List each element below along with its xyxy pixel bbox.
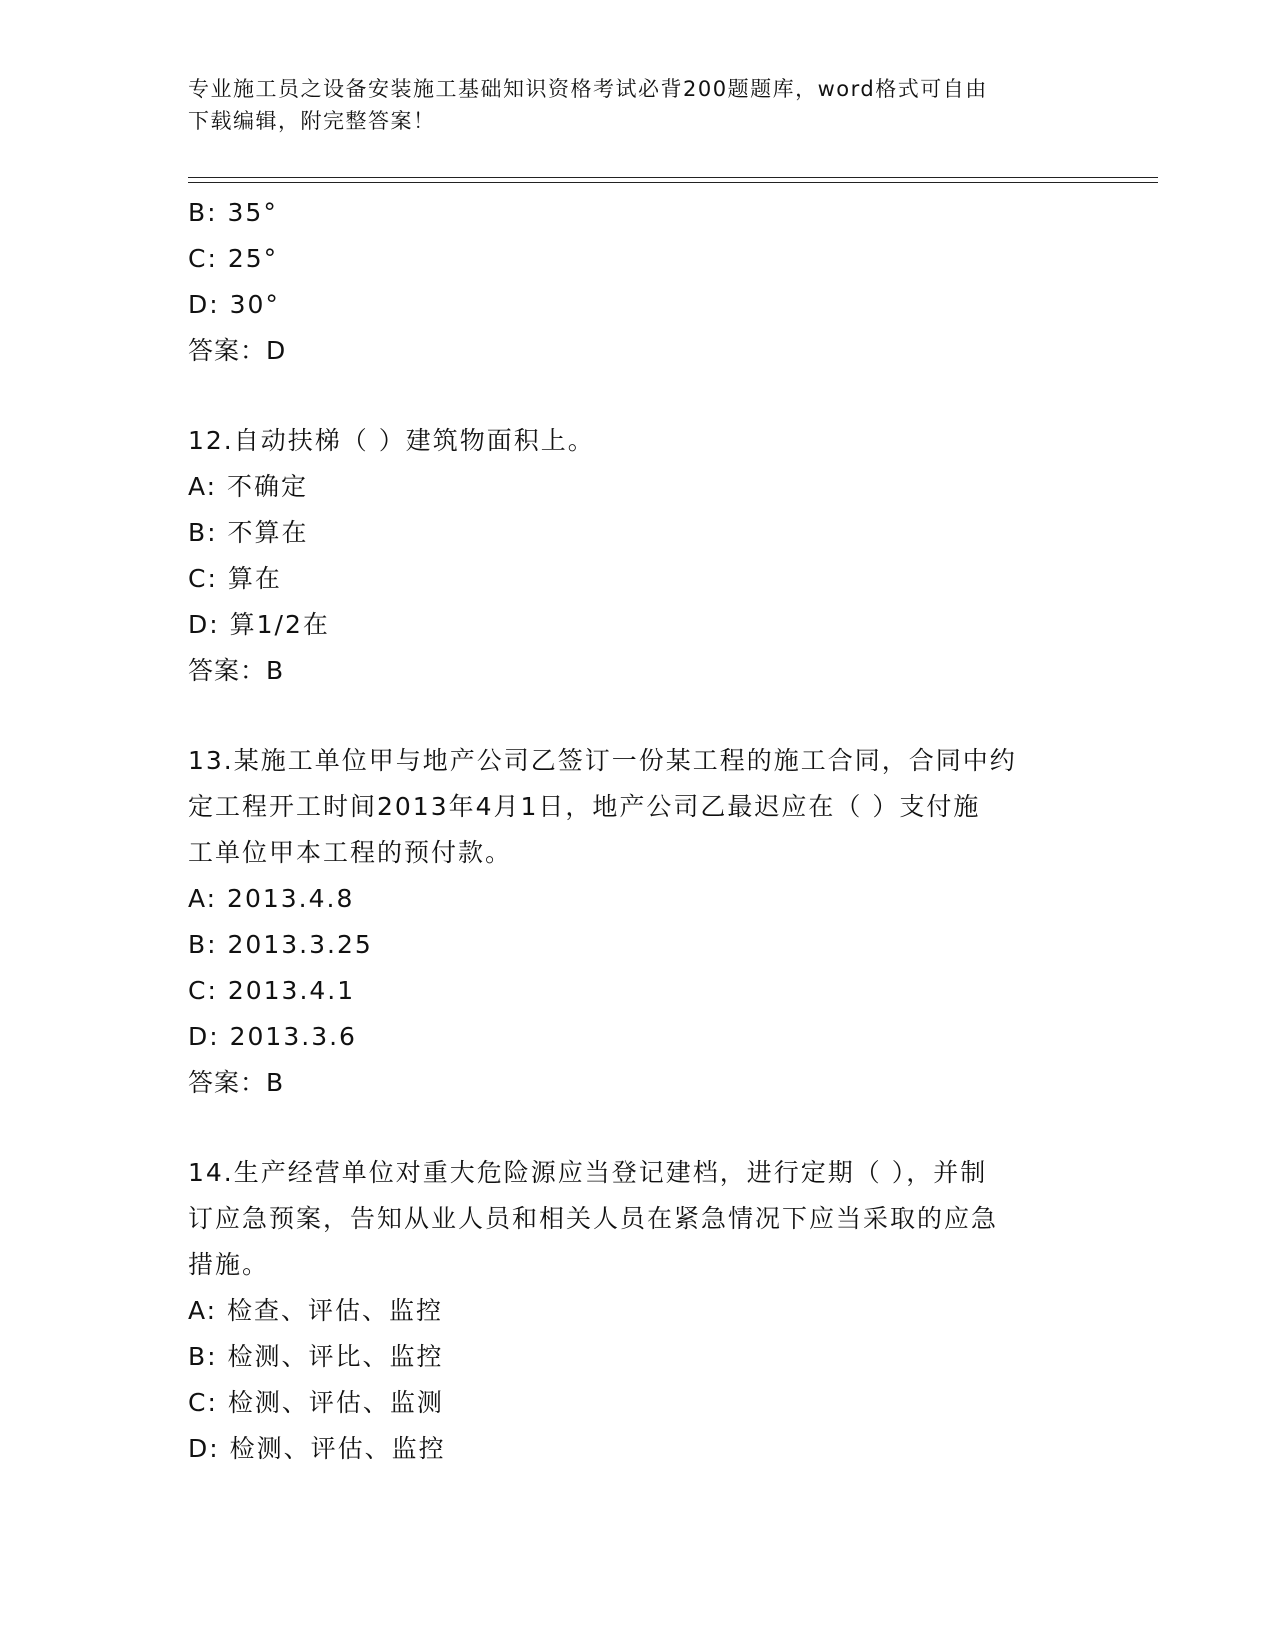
header-divider-top — [188, 177, 1158, 178]
spacer — [188, 1106, 1088, 1150]
question-11 — [188, 190, 1088, 374]
question-text-line-1: 13.某施工单位甲与地产公司乙签订一份某工程的施工合同，合同中约 — [188, 746, 1017, 775]
answer-line: 答案：D — [188, 336, 287, 365]
option-c: C: 检测、评估、监测 — [188, 1388, 444, 1417]
question-text-line-1: 14.生产经营单位对重大危险源应当登记建档，进行定期（ ），并制 — [188, 1158, 988, 1187]
question-list — [188, 190, 1088, 1472]
option-a: A: 2013.4.8 — [188, 884, 355, 913]
option-c: C: 算在 — [188, 564, 282, 593]
option-b: B: 不算在 — [188, 518, 309, 547]
spacer — [188, 374, 1088, 418]
option-b: B: 35° — [188, 198, 278, 227]
option-c: C: 25° — [188, 244, 279, 273]
option-d: D: 检测、评估、监控 — [188, 1434, 446, 1463]
header-line-1: 专业施工员之设备安装施工基础知识资格考试必背200题题库，word格式可自由 — [188, 77, 988, 101]
option-b: B: 2013.3.25 — [188, 930, 373, 959]
question-13 — [188, 738, 1088, 1106]
option-d: D: 30° — [188, 290, 280, 319]
option-c: C: 2013.4.1 — [188, 976, 356, 1005]
question-text-line-2: 定工程开工时间2013年4月1日，地产公司乙最迟应在（ ）支付施 — [188, 792, 981, 821]
answer-line: 答案：B — [188, 656, 285, 685]
question-text-line-3: 措施。 — [188, 1250, 270, 1279]
question-text-line-3: 工单位甲本工程的预付款。 — [188, 838, 513, 867]
header-line-2: 下载编辑，附完整答案！ — [188, 109, 436, 133]
option-a: A: 检查、评估、监控 — [188, 1296, 444, 1325]
spacer — [188, 694, 1088, 738]
option-d: D: 算1/2在 — [188, 610, 330, 639]
question-text: 12.自动扶梯（ ）建筑物面积上。 — [188, 426, 595, 455]
question-14 — [188, 1150, 1088, 1472]
header-divider-bottom — [188, 182, 1158, 183]
option-d: D: 2013.3.6 — [188, 1022, 357, 1051]
option-b: B: 检测、评比、监控 — [188, 1342, 444, 1371]
question-text-line-2: 订应急预案，告知从业人员和相关人员在紧急情况下应当采取的应急 — [188, 1204, 999, 1233]
document-header — [188, 73, 1088, 137]
answer-line: 答案：B — [188, 1068, 285, 1097]
question-12 — [188, 418, 1088, 694]
option-a: A: 不确定 — [188, 472, 309, 501]
